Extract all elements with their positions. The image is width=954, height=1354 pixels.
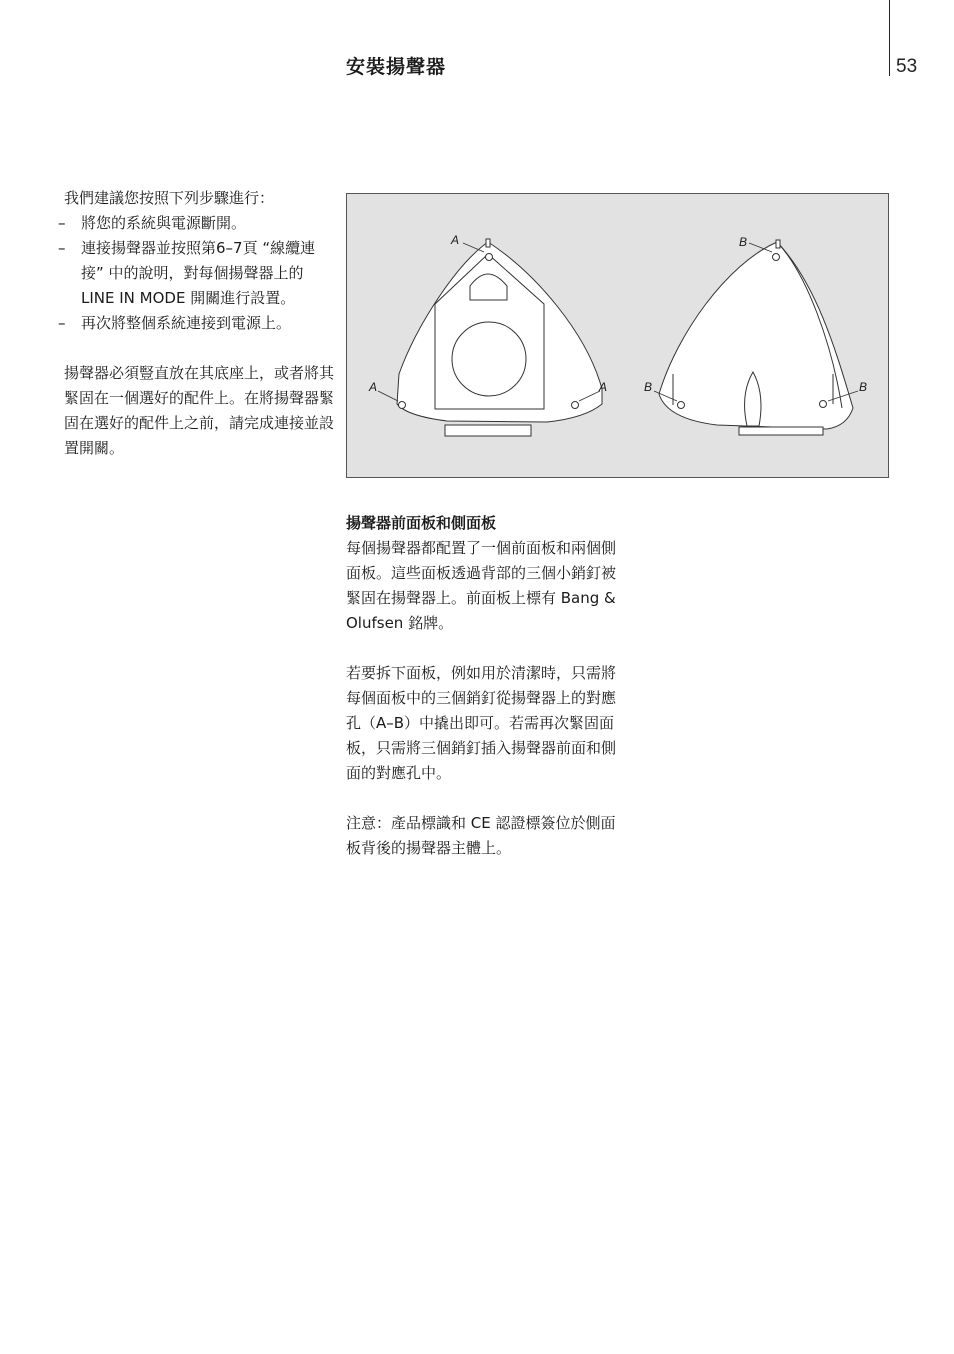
front-stand	[445, 425, 531, 436]
left-column	[58, 186, 336, 461]
spacer	[346, 636, 618, 661]
step-text: 將您的系統與電源斷開。	[81, 214, 247, 232]
leader-line	[378, 391, 398, 401]
step-item	[58, 311, 336, 336]
steps-list	[58, 211, 336, 336]
pin-hole	[399, 402, 406, 409]
step-text: 再次將整個系統連接到電源上。	[81, 314, 292, 332]
step-item	[58, 211, 336, 236]
mounting-paragraph: 揚聲器必須豎直放在其底座上，或者將其緊固在一個選好的配件上。在將揚聲器緊固在選好的配件上之前，請完成連接並設置開關。	[64, 364, 335, 457]
label-b-right: B	[859, 380, 868, 394]
page-number: 53	[896, 56, 918, 77]
speaker-panel-figure	[346, 193, 889, 478]
pin-hole	[820, 401, 827, 408]
front-top-tab	[486, 239, 490, 247]
pin-hole	[572, 402, 579, 409]
speaker-illustration	[347, 194, 888, 477]
step-dash: –	[58, 314, 66, 332]
section-subheading: 揚聲器前面板和側面板	[346, 514, 497, 532]
note-paragraph: 注意：產品標識和 CE 認證標簽位於側面板背後的揚聲器主體上。	[346, 814, 616, 857]
panels-paragraph: 每個揚聲器都配置了一個前面板和兩個側面板。這些面板透過背部的三個小銷釘被緊固在揚聲器上。前面板上標有 Bang & Olufsen 銘牌。	[346, 539, 617, 632]
intro-text: 我們建議您按照下列步驟進行：	[64, 189, 275, 207]
step-dash: –	[58, 239, 66, 257]
label-b-left: B	[644, 380, 653, 394]
label-a-left: A	[369, 380, 378, 394]
step-item	[58, 236, 336, 311]
step-dash: –	[58, 214, 66, 232]
side-stand	[739, 427, 823, 435]
removal-paragraph: 若要拆下面板，例如用於清潔時，只需將每個面板中的三個銷釘從揚聲器上的對應孔（A–B）中撬出即可。若需再次緊固面板，只需將三個銷釘插入揚聲器前面和側面的對應孔中。	[346, 664, 617, 782]
pin-hole	[486, 254, 493, 261]
spacer	[346, 786, 618, 811]
right-column	[346, 511, 618, 861]
page-edge-rule	[889, 0, 890, 76]
label-a-right: A	[599, 380, 608, 394]
step-text: 連接揚聲器並按照第6–7頁 “線纜連接” 中的說明，對每個揚聲器上的 LINE IN MODE 開關進行設置。	[81, 239, 316, 307]
label-a-top: A	[451, 233, 460, 247]
side-top-tab	[776, 240, 780, 248]
label-b-top: B	[739, 235, 748, 249]
spacer	[64, 336, 336, 361]
pin-hole	[678, 402, 685, 409]
page-title: 安裝揚聲器	[346, 56, 447, 78]
pin-hole	[773, 254, 780, 261]
